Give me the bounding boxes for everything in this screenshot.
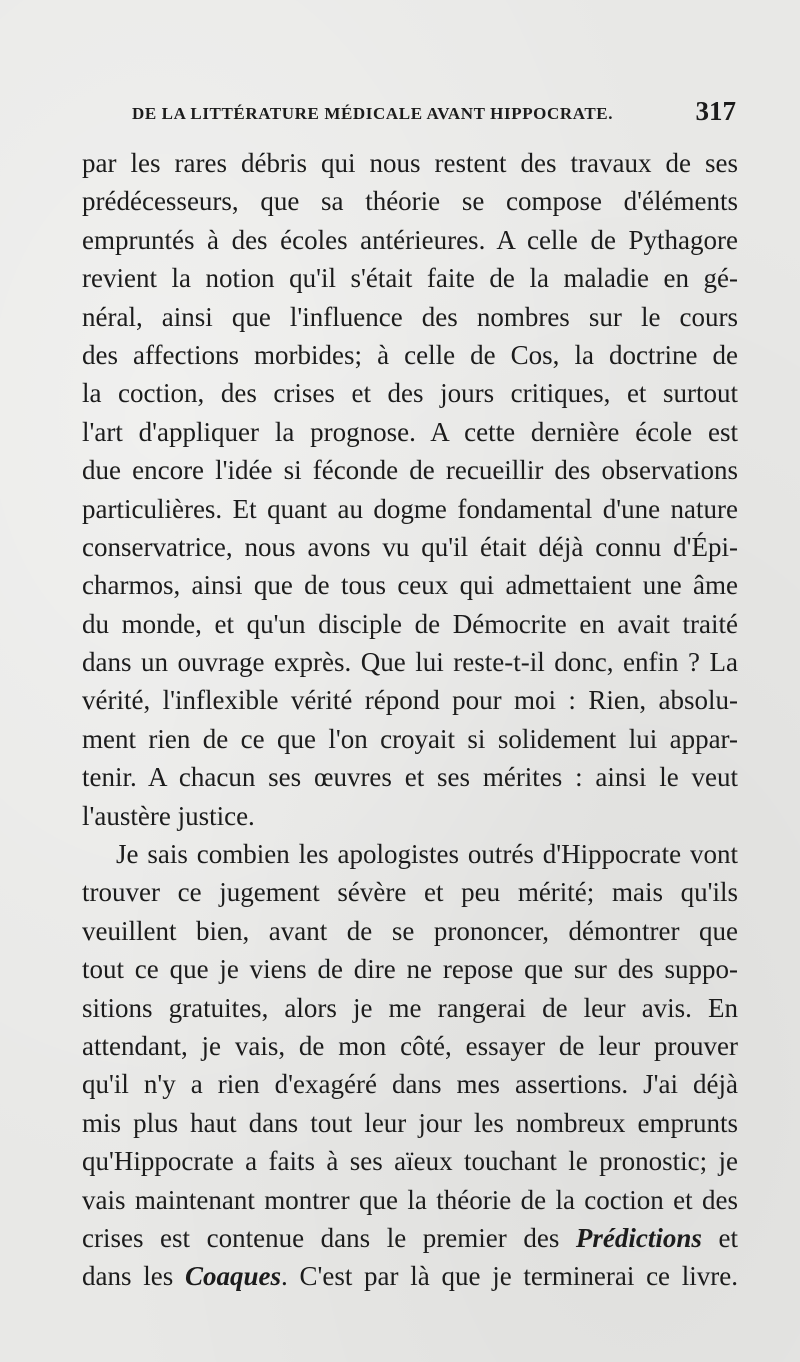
running-head: [132, 96, 738, 134]
text-line: prédécesseurs, que sa théorie se compose d'éléments: [82, 186, 738, 217]
page-number: 317: [695, 96, 736, 126]
text-line: dans un ouvrage exprès. Que lui reste-t-il donc, enfin ? La: [82, 647, 738, 678]
text-line: qu'il n'y a rien d'exagéré dans mes assertions. J'ai déjà: [82, 1069, 738, 1100]
italic-title-coaques: Coaques: [184, 1261, 281, 1292]
text-segment: crises est contenue dans le premier des: [82, 1222, 576, 1253]
running-title: DE LA LITTÉRATURE MÉDICALE AVANT HIPPOCRATE.: [132, 104, 614, 123]
text-line: particulières. Et quant au dogme fondamental d'une nature: [82, 493, 738, 524]
text-line: par les rares débris qui nous restent des travaux de ses: [82, 148, 738, 178]
text-segment: et: [701, 1222, 738, 1253]
text-line: l'art d'appliquer la prognose. A cette dernière école est: [82, 416, 738, 447]
text-line: attendant, je vais, de mon côté, essayer de leur prouver: [82, 1030, 738, 1061]
text-line: veuillent bien, avant de se prononcer, démontrer que: [82, 915, 738, 946]
text-line: des affections morbides; à celle de Cos, la doctrine de: [82, 339, 738, 370]
text-line: due encore l'idée si féconde de recueillir des observations: [82, 455, 738, 486]
text-line: tenir. A chacun ses œuvres et ses mérites : ainsi le veut: [82, 762, 738, 793]
italic-title-predictions: Prédictions: [575, 1222, 702, 1253]
text-line: tout ce que je viens de dire ne repose que sur des suppo-: [82, 954, 738, 985]
text-line: vais maintenant montrer que la théorie de la coction et des: [82, 1184, 738, 1215]
text-segment: . C'est par là que je terminerai ce livre.: [280, 1261, 739, 1292]
text-line: Je sais combien les apologistes outrés d'Hippocrate vont: [116, 839, 738, 870]
text-line: [82, 1219, 738, 1257]
text-line: qu'Hippocrate a faits à ses aïeux touchant le pronostic; je: [82, 1146, 738, 1177]
text-line: charmos, ainsi que de tous ceux qui admettaient une âme: [82, 570, 738, 601]
text-line: l'austère justice.: [82, 800, 255, 831]
text-line: empruntés à des écoles antérieures. A celle de Pythagore: [82, 224, 738, 255]
text-line: néral, ainsi que l'influence des nombres sur le cours: [82, 301, 738, 332]
text-line: conservatrice, nous avons vu qu'il était déjà connu d'Épi-: [82, 531, 738, 562]
body-text: [82, 144, 738, 1296]
text-line: du monde, et qu'un disciple de Démocrite en avait traité: [82, 608, 738, 639]
text-line: vérité, l'inflexible vérité répond pour moi : Rien, absolu-: [82, 685, 738, 716]
text-line: mis plus haut dans tout leur jour les nombreux emprunts: [82, 1107, 738, 1138]
text-line: [82, 1257, 738, 1295]
text-line: sitions gratuites, alors je me rangerai de leur avis. En: [82, 992, 738, 1023]
text-segment: dans les: [82, 1261, 185, 1292]
text-line: ment rien de ce que l'on croyait si solidement lui appar-: [82, 723, 738, 754]
text-line: revient la notion qu'il s'était faite de la maladie en gé-: [82, 263, 738, 294]
text-line: la coction, des crises et des jours critiques, et surtout: [82, 378, 738, 409]
text-line: trouver ce jugement sévère et peu mérité; mais qu'ils: [82, 877, 738, 908]
